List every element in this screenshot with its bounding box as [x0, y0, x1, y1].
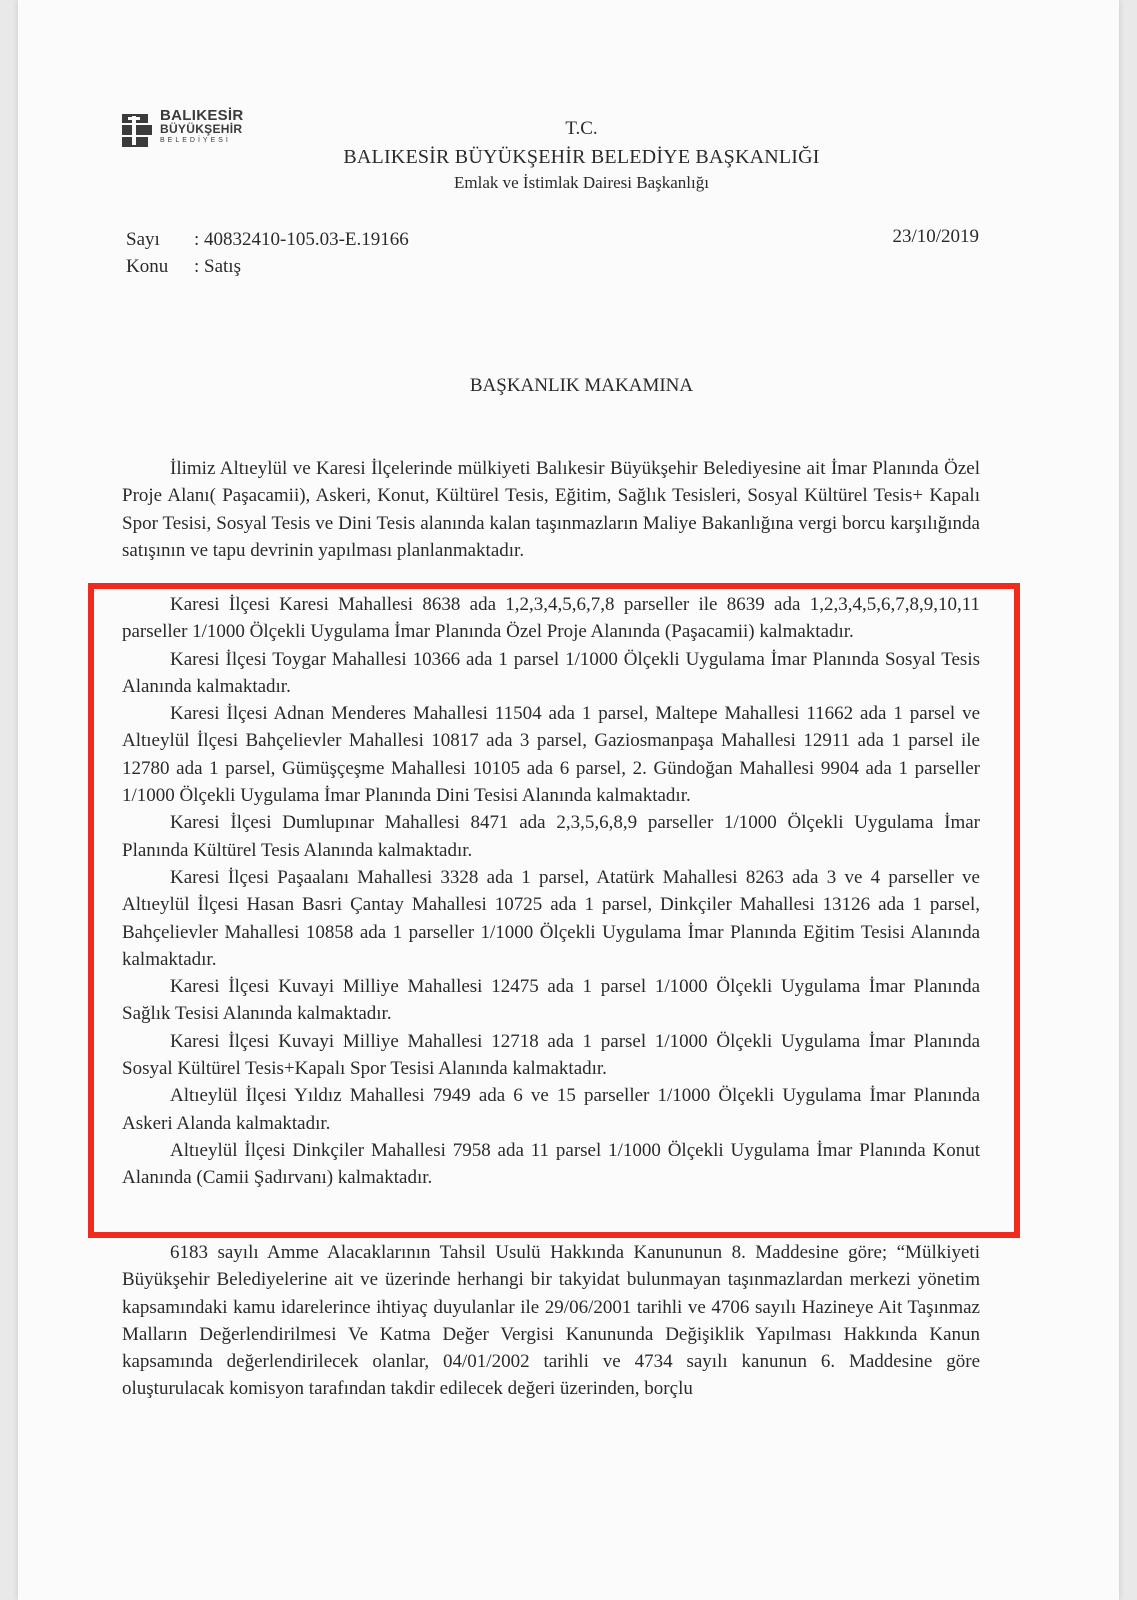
parcel-paragraph: Karesi İlçesi Paşaalanı Mahallesi 3328 ada 1 parsel, Atatürk Mahallesi 8263 ada 3 ve 4 parseller ve Altıeylül İlçesi Hasan Basri Çantay Mahallesi 10725 ada 1 parsel, Dinkçiler Mahallesi 13126 ada 1 parsel, Bahçelievler Mahallesi 10858 ada 1 parseller 1/1000 Ölçekli Uygulama İmar Planında Eğitim Tesisi Alanında kalmaktadır.	[122, 866, 980, 970]
logo-line-1: BALIKESİR	[160, 107, 244, 124]
meta-sayi	[126, 226, 409, 254]
parcel-paragraph: Karesi İlçesi Dumlupınar Mahallesi 8471 ada 2,3,5,6,8,9 parseller 1/1000 Ölçekli Uygulama İmar Planında Kültürel Tesis Alanında kalmaktadır.	[122, 812, 980, 861]
parcel-paragraph: Altıeylül İlçesi Yıldız Mahallesi 7949 ada 6 ve 15 parseller 1/1000 Ölçekli Uygulama İmar Planında Askeri Alanda kalmaktadır.	[122, 1085, 980, 1134]
header-institution: BALIKESİR BÜYÜKŞEHİR BELEDİYE BAŞKANLIĞI	[343, 146, 820, 168]
parcel-paragraph: Karesi İlçesi Kuvayi Milliye Mahallesi 12718 ada 1 parsel 1/1000 Ölçekli Uygulama İmar Planında Sosyal Kültürel Tesis+Kapalı Spor Tesisi Alanında kalmaktadır.	[122, 1030, 980, 1080]
parcel-paragraph: Karesi İlçesi Toygar Mahallesi 10366 ada 1 parsel 1/1000 Ölçekli Uygulama İmar Planında Sosyal Tesis Alanında kalmaktadır.	[122, 648, 980, 697]
law-text: 6183 sayılı Amme Alacaklarının Tahsil Usulü Hakkında Kanununun 8. Maddesine göre; “Mülkiyeti Büyükşehir Belediyelerine ait ve üzerinde herhangi bir takyidat bulunmayan taşınmazlardan merkezi yönetim kapsamındaki kamu idarelerince ihtiyaç duyulanlar ile 29/06/2001 tarihli ve 4706 sayılı Hazineye Ait Taşınmaz Malların Değerlendirilmesi Ve Katma Değer Vergisi Kanununda Değişiklik Yapılması Hakkında Kanun kapsamında değerlendirilecek olanlar, 04/01/2002 tarihli ve 4734 sayılı kanunun 6. Maddesine göre oluşturulacak komisyon tarafından takdir edilecek değeri üzerinden, borçlu	[122, 1242, 980, 1400]
intro-text: İlimiz Altıeylül ve Karesi İlçelerinde mülkiyeti Balıkesir Büyükşehir Belediyesine ait İmar Planında Özel Proje Alanı( Paşacamii), Askeri, Konut, Kültürel Tesis, Eğitim, Sağlık Tesisleri, Sosyal Kültürel Tesis+ Kapalı Spor Tesisi, Sosyal Tesis ve Dini Tesis alanında kalan taşınmazların Maliye Bakanlığına vergi borcu karşılığında satışının ve tapu devrinin yapılması planlanmaktadır.	[122, 458, 980, 561]
addressee: BAŞKANLIK MAKAMINA	[469, 375, 694, 396]
meta-konu	[126, 253, 241, 281]
document-page	[18, 0, 1119, 1600]
highlighted-section	[122, 591, 980, 1192]
logo-line-3: BELEDİYESİ	[160, 137, 231, 144]
parcel-paragraph: Altıeylül İlçesi Dinkçiler Mahallesi 7958 ada 11 parsel 1/1000 Ölçekli Uygulama İmar Planında Konut Alanında (Camii Şadırvanı) kalmaktadır.	[122, 1139, 980, 1189]
sayi-label: Sayı	[126, 229, 160, 250]
header-department: Emlak ve İstimlak Dairesi Başkanlığı	[454, 173, 709, 192]
parcel-paragraph: Karesi İlçesi Karesi Mahallesi 8638 ada 1,2,3,4,5,6,7,8 parseller ile 8639 ada 1,2,3,4,5,6,7,8,9,10,11 parseller 1/1000 Ölçekli Uygulama İmar Planında Özel Proje Alanında (Paşacamii) kalmaktadır.	[122, 594, 980, 643]
konu-value: : Satış	[194, 256, 241, 277]
parcel-paragraph: Karesi İlçesi Kuvayi Milliye Mahallesi 12475 ada 1 parsel 1/1000 Ölçekli Uygulama İmar Planında Sağlık Tesisi Alanında kalmaktadır.	[122, 976, 980, 1025]
parcel-paragraph: Karesi İlçesi Adnan Menderes Mahallesi 11504 ada 1 parsel, Maltepe Mahallesi 11662 ada 1 parsel ve Altıeylül İlçesi Bahçelievler Mahallesi 10817 ada 3 parsel, Gaziosmanpaşa Mahallesi 12911 ada 1 parsel ile 12780 ada 1 parsel, Gümüşçeşme Mahallesi 10105 ada 6 parsel, 2. Gündoğan Mahallesi 9904 ada 1 parseller 1/1000 Ölçekli Uygulama İmar Planında Dini Tesisi Alanında kalmaktadır.	[122, 703, 980, 807]
logo-line-2: BÜYÜKŞEHİR	[160, 122, 243, 136]
header-tc: T.C.	[565, 118, 598, 139]
intro-paragraph	[122, 455, 980, 583]
law-paragraph	[122, 1239, 980, 1403]
konu-label: Konu	[126, 256, 169, 277]
document-date: 23/10/2019	[892, 226, 979, 247]
sayi-value: : 40832410-105.03-E.19166	[194, 229, 409, 250]
